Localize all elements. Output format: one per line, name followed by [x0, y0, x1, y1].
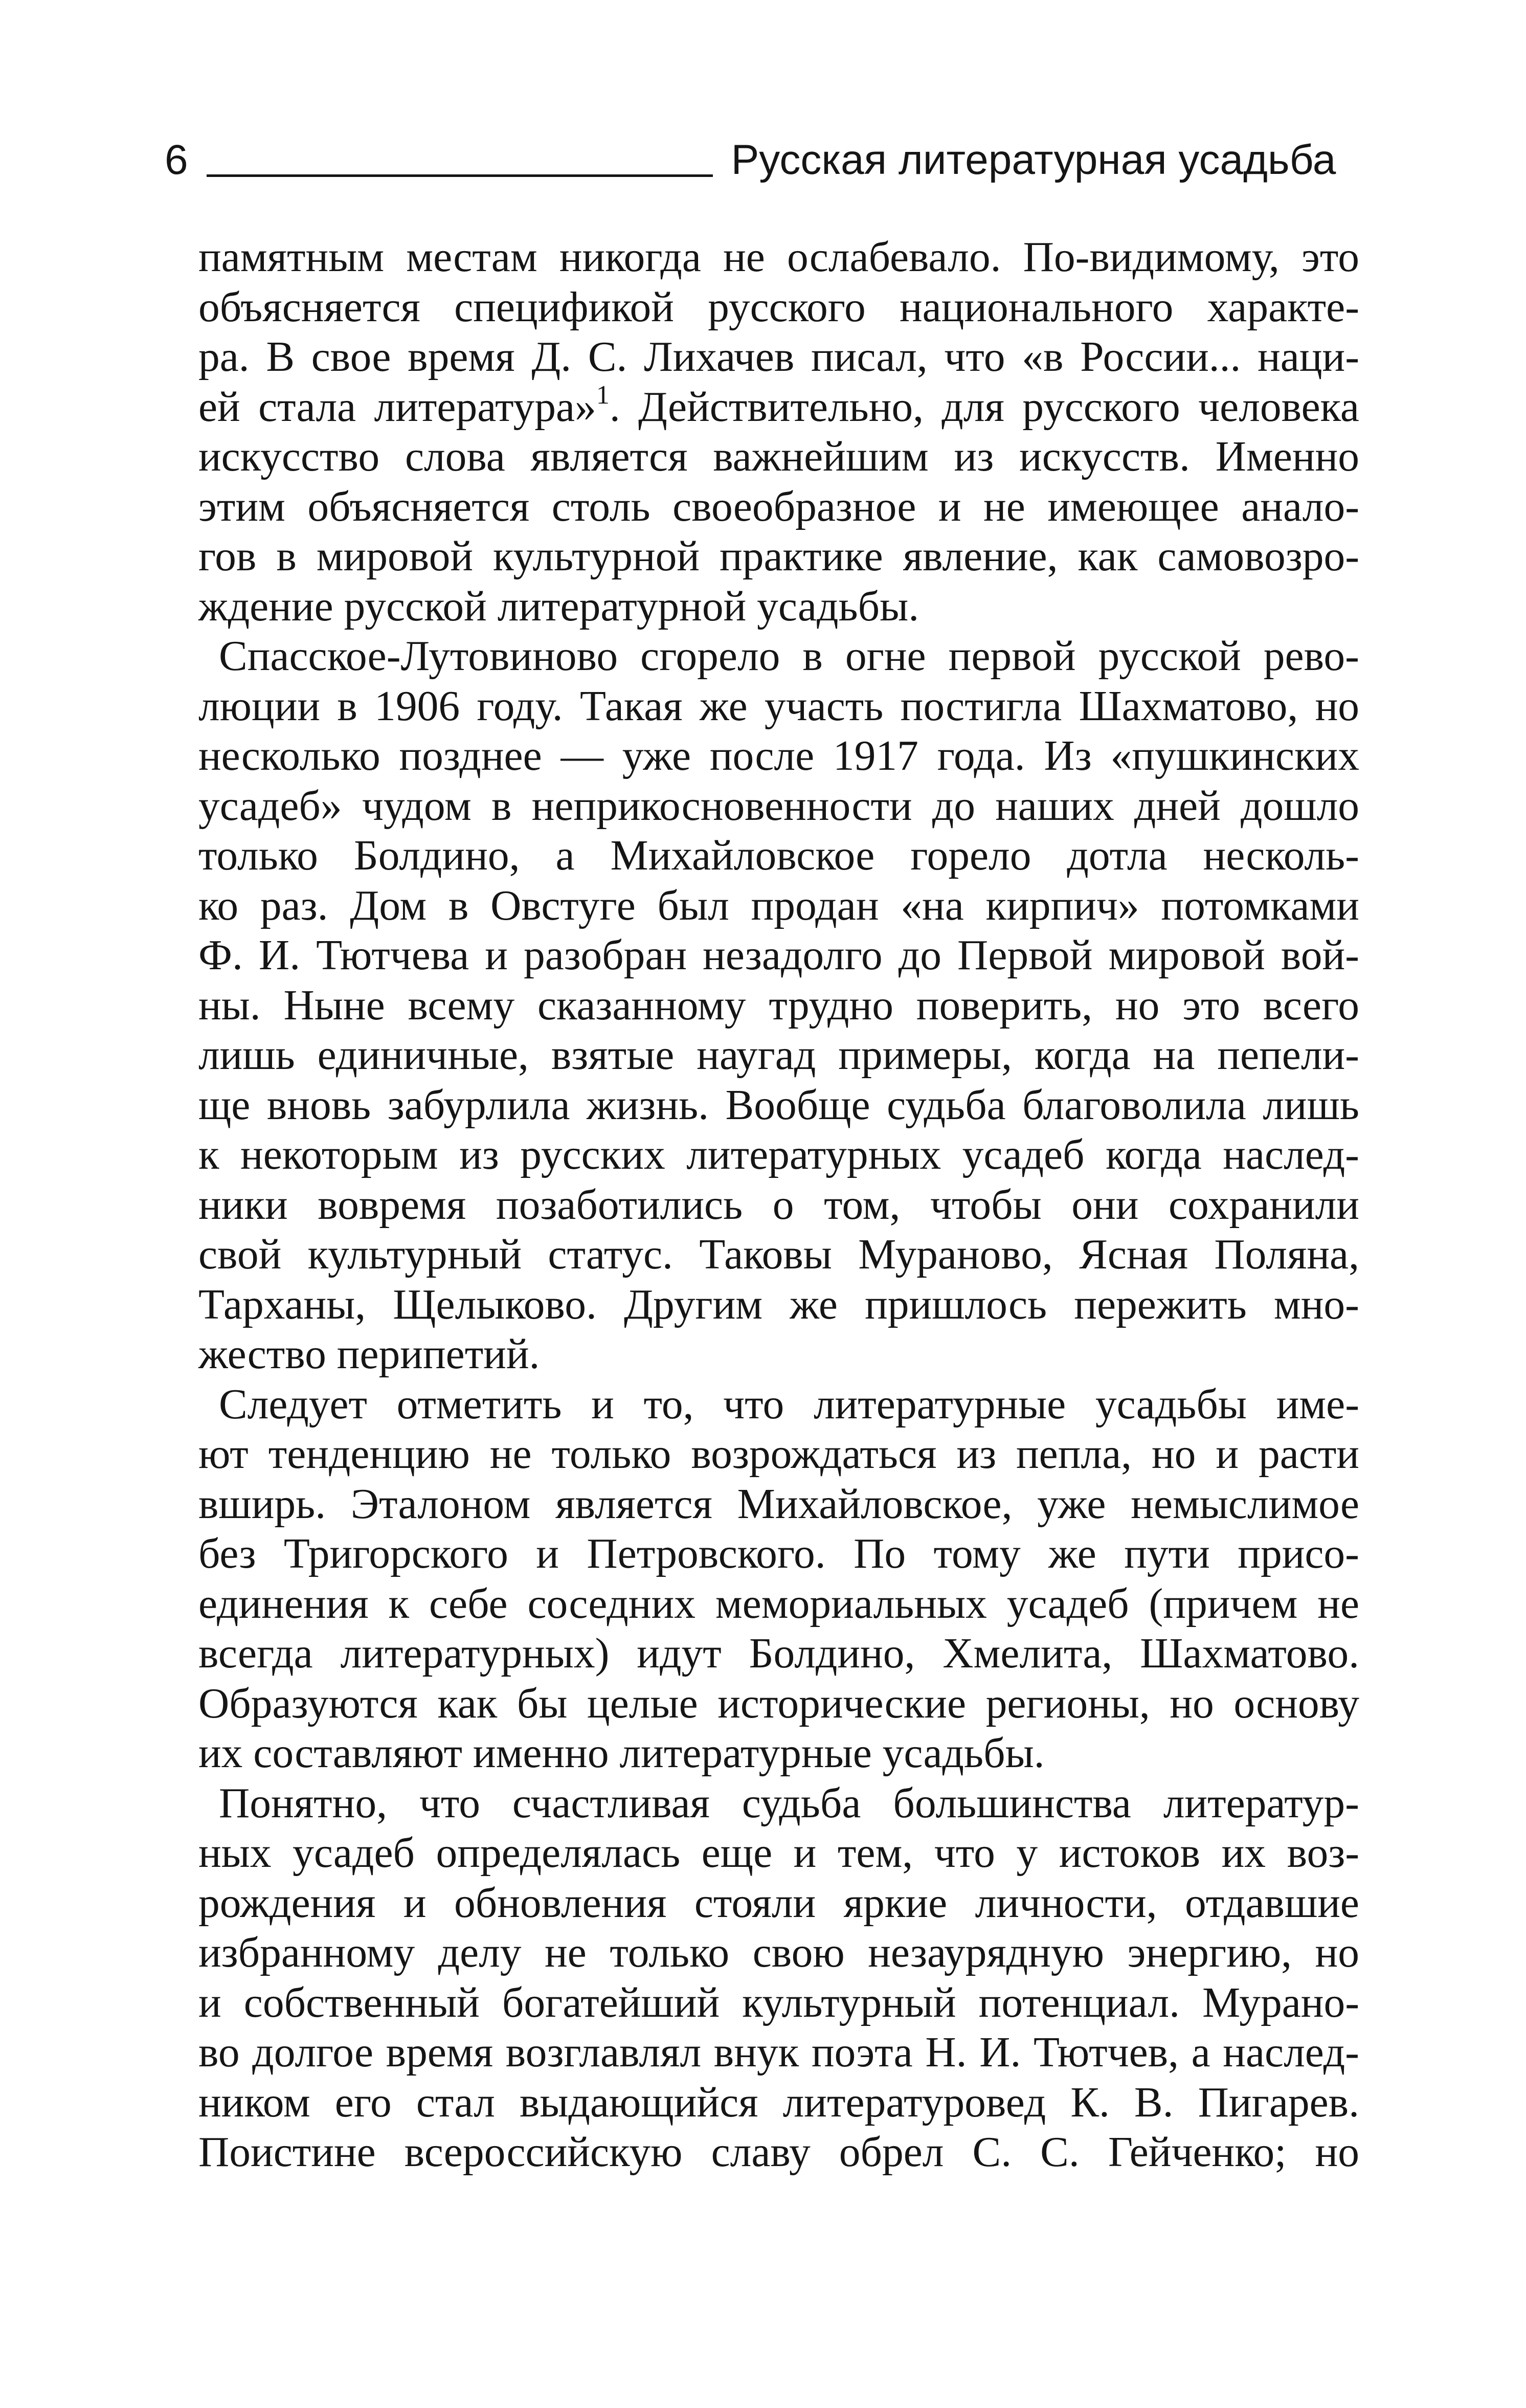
- paragraph-4: [198, 1779, 1359, 2178]
- text-line: и собственный богатейший культурный потенциал. Мурано-: [198, 1979, 1359, 2026]
- text-line: ны. Ныне всему сказанному трудно поверить, но это всего: [198, 982, 1359, 1029]
- text-line: этим объясняется столь своеобразное и не имеющее анало-: [198, 483, 1359, 530]
- text-line: памятным местам никогда не ослабевало. По-видимому, это: [198, 234, 1359, 281]
- text-line: жество перипетий.: [198, 1331, 540, 1378]
- running-header: [165, 128, 1361, 184]
- text-line: Образуются как бы целые исторические регионы, но основу: [198, 1680, 1359, 1727]
- text-line: лишь единичные, взятые наугад примеры, когда на пепели-: [198, 1032, 1359, 1079]
- text-fragment: . Действительно, для русского человека: [609, 383, 1359, 431]
- text-line: ют тенденцию не только возрождаться из пепла, но и расти: [198, 1431, 1359, 1478]
- text-fragment: ей стала литература»: [198, 383, 596, 431]
- text-line: только Болдино, а Михайловское горело дотла несколь-: [198, 832, 1359, 879]
- running-title: Русская литературная усадьба: [731, 137, 1336, 183]
- text-line: ще вновь забурлила жизнь. Вообще судьба благоволила лишь: [198, 1081, 1359, 1129]
- text-line: избранному делу не только свою незаурядную энергию, но: [198, 1929, 1359, 1976]
- paragraph-1: [198, 233, 1359, 632]
- text-line: их составляют именно литературные усадьбы.: [198, 1730, 1045, 1777]
- text-line: несколько позднее — уже после 1917 года. Из «пушкинских: [198, 732, 1359, 779]
- text-line: свой культурный статус. Таковы Мураново, Ясная Поляна,: [198, 1231, 1359, 1278]
- text-line: ра. В свое время Д. С. Лихачев писал, что «в России... наци-: [198, 333, 1359, 381]
- text-line: всегда литературных) идут Болдино, Хмелита, Шахматово.: [198, 1630, 1359, 1677]
- text-line: ждение русской литературной усадьбы.: [198, 583, 919, 630]
- text-line: Понятно, что счастливая судьба большинства литератур-: [219, 1779, 1359, 1827]
- page-number: 6: [165, 137, 188, 183]
- text-line: ником его стал выдающийся литературовед К. В. Пигарев.: [198, 2079, 1359, 2126]
- footnote-ref: 1: [596, 380, 610, 410]
- text-line-with-footnote: [198, 380, 1359, 433]
- text-line: Тарханы, Щелыково. Другим же пришлось пережить мно-: [198, 1281, 1359, 1328]
- text-line: Спасское-Лутовиново сгорело в огне первой русской рево-: [219, 633, 1359, 680]
- text-line: объясняется спецификой русского национального характе-: [198, 283, 1359, 331]
- text-line: единения к себе соседних мемориальных усадеб (причем не: [198, 1580, 1359, 1627]
- header-rule: [207, 174, 713, 177]
- text-line: к некоторым из русских литературных усадеб когда наслед-: [198, 1131, 1359, 1178]
- paragraph-3: [198, 1380, 1359, 1779]
- text-line: Следует отметить и то, что литературные усадьбы име-: [219, 1380, 1359, 1428]
- text-line: искусство слова является важнейшим из искусств. Именно: [198, 433, 1359, 480]
- text-line: ных усадеб определялась еще и тем, что у истоков их воз-: [198, 1830, 1359, 1877]
- text-line: ники вовремя позаботились о том, чтобы они сохранили: [198, 1181, 1359, 1229]
- text-line: рождения и обновления стояли яркие личности, отдавшие: [198, 1879, 1359, 1927]
- text-line: гов в мировой культурной практике явление, как самовозро-: [198, 533, 1359, 580]
- text-line: Ф. И. Тютчева и разобран незадолго до Первой мировой вой-: [198, 932, 1359, 979]
- text-line: люции в 1906 году. Такая же участь постигла Шахматово, но: [198, 682, 1359, 730]
- text-line: Поистине всероссийскую славу обрел С. С. Гейченко; но: [198, 2129, 1359, 2176]
- text-line: во долгое время возглавлял внук поэта Н. И. Тютчев, а наслед-: [198, 2029, 1359, 2076]
- text-line: без Тригорского и Петровского. По тому же пути присо-: [198, 1530, 1359, 1577]
- text-line: вширь. Эталоном является Михайловское, уже немыслимое: [198, 1480, 1359, 1528]
- text-line: ко раз. Дом в Овстуге был продан «на кирпич» потомками: [198, 882, 1359, 929]
- paragraph-2: [198, 632, 1359, 1380]
- text-line: усадеб» чудом в неприкосновенности до наших дней дошло: [198, 782, 1359, 830]
- body-text: [198, 233, 1359, 2178]
